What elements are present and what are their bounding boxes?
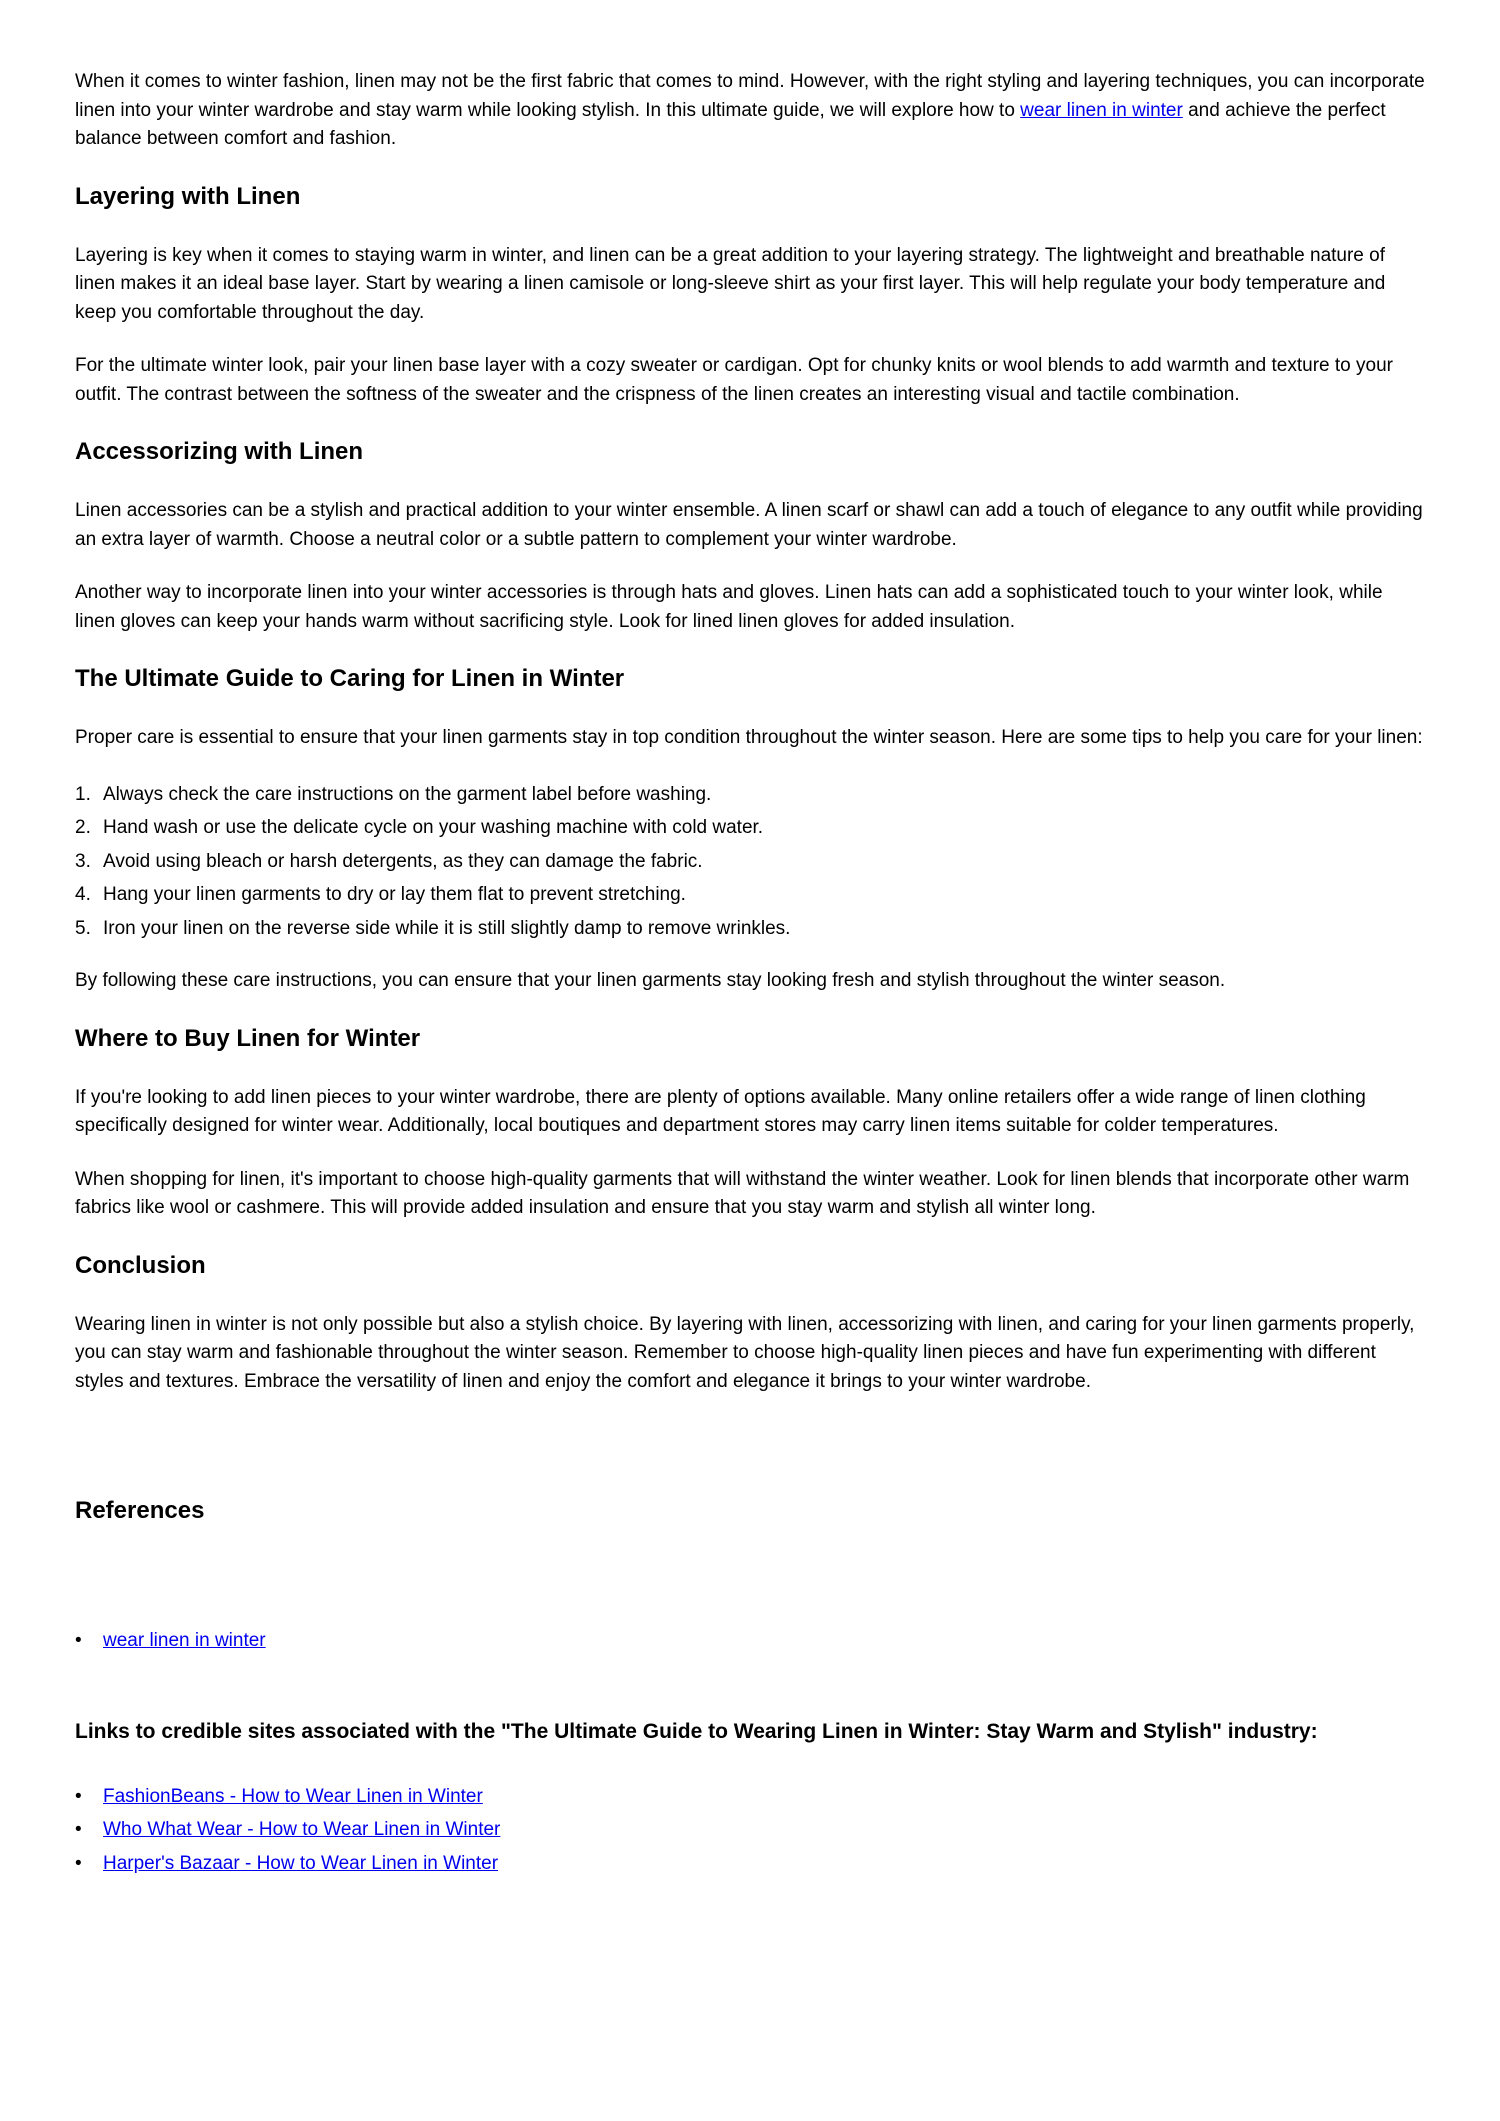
references-list: [75, 1624, 1426, 1658]
care-tip-text: Hand wash or use the delicate cycle on your washing machine with cold water.: [103, 817, 764, 838]
caring-paragraph-1: Proper care is essential to ensure that your linen garments stay in top condition throughout the winter season. Here are some tips to help you care for your linen:: [75, 727, 1423, 748]
credible-link-who-what-wear[interactable]: Who What Wear - How to Wear Linen in Winter: [103, 1819, 501, 1840]
reference-item: [75, 1624, 1426, 1658]
credible-links-title: Links to credible sites associated with the "The Ultimate Guide to Wearing Linen in Winter: Stay Warm and Stylish" industry:: [75, 1719, 1318, 1743]
care-tip-item: [75, 878, 1426, 912]
care-tips-list: [75, 778, 1426, 946]
intro-paragraph: [75, 68, 1426, 154]
care-tip-item: [75, 912, 1426, 946]
credible-link-fashionbeans[interactable]: FashionBeans - How to Wear Linen in Winter: [103, 1785, 483, 1807]
care-tip-number: 5.: [75, 917, 91, 939]
layering-paragraph-1: Layering is key when it comes to staying warm in winter, and linen can be a great addition to your layering strategy. The lightweight and breathable nature of linen makes it an ideal base layer. Start by wearing a linen camisole or long-sleeve shirt as your first layer. This will help regulate your body temperature and keep you comfortable throughout the day.: [75, 244, 1386, 323]
bullet-icon: •: [75, 1852, 82, 1874]
credible-link-item: [75, 1780, 1426, 1814]
care-tip-text: Always check the care instructions on the garment label before washing.: [103, 783, 712, 805]
section-title-where-to-buy: Where to Buy Linen for Winter: [75, 1024, 421, 1052]
section-title-accessorizing: Accessorizing with Linen: [75, 438, 364, 465]
section-title-references: References: [75, 1497, 205, 1524]
section-title-conclusion: Conclusion: [75, 1251, 206, 1279]
where-to-buy-paragraph-1: If you're looking to add linen pieces to your winter wardrobe, there are plenty of options available. Many online retailers offer a wide range of linen clothing specifically designed for winter wear. Additionally, local boutiques and department stores may carry linen items suitable for colder temperatures.: [75, 1086, 1366, 1136]
where-to-buy-paragraph-2: When shopping for linen, it's important to choose high-quality garments that will withstand the winter weather. Look for linen blends that incorporate other warm fabrics like wool or cashmere. This will provide added insulation and ensure that you stay warm and stylish all winter long.: [75, 1168, 1410, 1218]
credible-links-list: [75, 1780, 1426, 1881]
section-title-layering: Layering with Linen: [75, 182, 301, 210]
bullet-icon: •: [75, 1819, 82, 1840]
section-title-caring: The Ultimate Guide to Caring for Linen in Winter: [75, 665, 625, 692]
caring-paragraph-2: By following these care instructions, you can ensure that your linen garments stay looking fresh and stylish throughout the winter season.: [75, 970, 1226, 991]
intro-text-before-link: When it comes to winter fashion, linen may not be the first fabric that comes to mind. However, with the right styling and layering techniques, you can incorporate linen into your winter wardrobe and stay warm while looking stylish. In this ultimate guide, we will explore how to: [75, 71, 1425, 121]
care-tip-number: 4.: [75, 884, 91, 905]
credible-link-harpers-bazaar[interactable]: Harper's Bazaar - How to Wear Linen in Winter: [103, 1852, 499, 1874]
care-tip-item: [75, 778, 1426, 812]
conclusion-paragraph: Wearing linen in winter is not only possible but also a stylish choice. By layering with linen, accessorizing with linen, and caring for your linen garments properly, you can stay warm and fashionable throughout the winter season. Remember to choose high-quality linen pieces and have fun experimenting with different styles and textures. Embrace the versatility of linen and enjoy the comfort and elegance it brings to your winter wardrobe.: [75, 1313, 1415, 1392]
care-tip-number: 1.: [75, 783, 91, 805]
accessorizing-paragraph-2: Another way to incorporate linen into your winter accessories is through hats and gloves. Linen hats can add a sophisticated touch to your winter look, while linen gloves can keep your hands warm without sacrificing style. Look for lined linen gloves for added insulation.: [75, 582, 1383, 632]
care-tip-number: 2.: [75, 817, 91, 838]
bullet-icon: •: [75, 1785, 82, 1807]
care-tip-item: [75, 845, 1426, 879]
care-tip-text: Avoid using bleach or harsh detergents, as they can damage the fabric.: [103, 850, 703, 872]
layering-paragraph-2: For the ultimate winter look, pair your linen base layer with a cozy sweater or cardigan. Opt for chunky knits or wool blends to add warmth and texture to your outfit. The contrast between the softness of the sweater and the crispness of the linen creates an interesting visual and tactile combination.: [75, 355, 1393, 405]
credible-link-item: [75, 1813, 1426, 1847]
bullet-icon: •: [75, 1630, 82, 1651]
care-tip-number: 3.: [75, 850, 91, 872]
intro-text-after-link: and achieve the perfect balance between comfort and fashion.: [75, 99, 1386, 149]
care-tip-text: Hang your linen garments to dry or lay them flat to prevent stretching.: [103, 884, 686, 905]
intro-link-wear-linen-in-winter[interactable]: wear linen in winter: [1020, 99, 1183, 121]
care-tip-item: [75, 811, 1426, 845]
reference-link-wear-linen-in-winter[interactable]: wear linen in winter: [103, 1630, 266, 1651]
care-tip-text: Iron your linen on the reverse side while it is still slightly damp to remove wrinkles.: [103, 917, 791, 939]
accessorizing-paragraph-1: Linen accessories can be a stylish and practical addition to your winter ensemble. A linen scarf or shawl can add a touch of elegance to any outfit while providing an extra layer of warmth. Choose a neutral color or a subtle pattern to complement your winter wardrobe.: [75, 500, 1423, 550]
credible-link-item: [75, 1847, 1426, 1881]
